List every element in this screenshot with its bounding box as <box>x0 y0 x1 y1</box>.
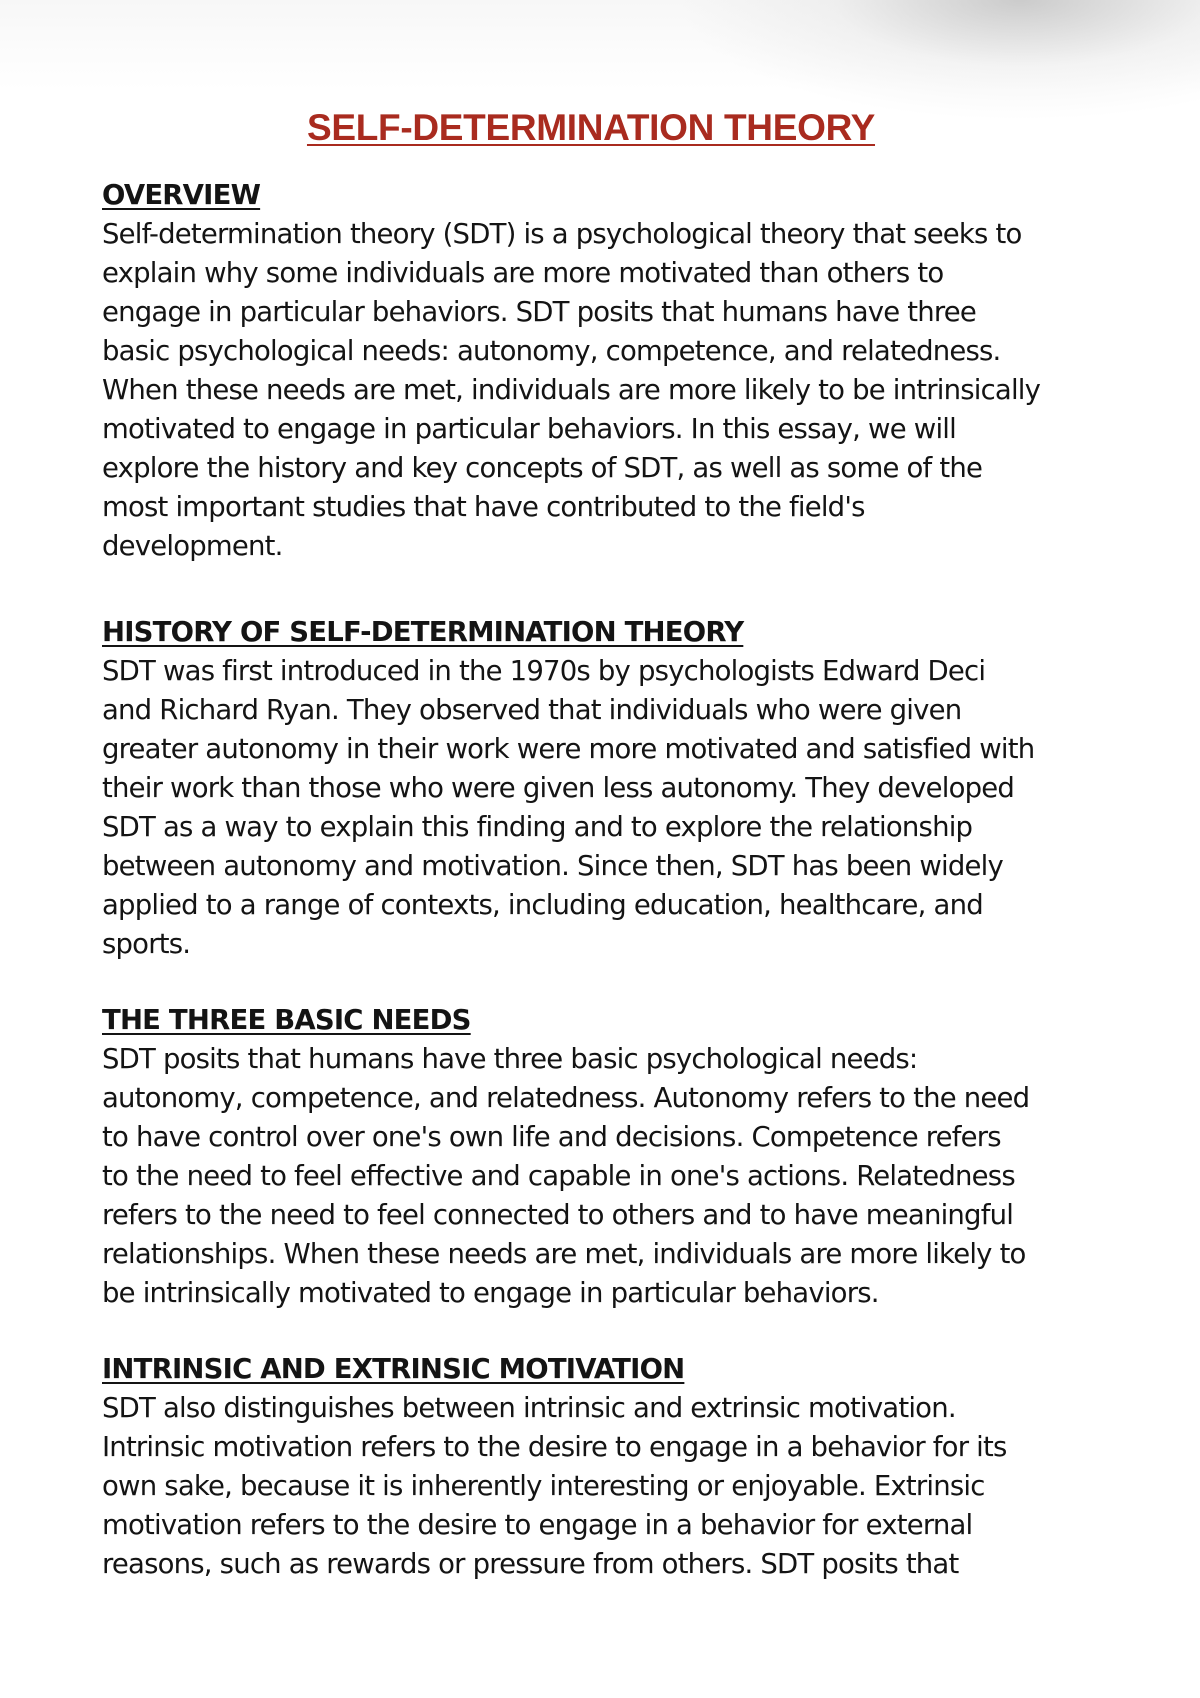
section-intrinsic-extrinsic <box>102 1350 1102 1584</box>
paragraph-line: reasons, such as rewards or pressure from others. SDT posits that <box>102 1548 959 1580</box>
paragraph-line: SDT also distinguishes between intrinsic and extrinsic motivation. <box>102 1392 956 1424</box>
paragraph-line: explain why some individuals are more motivated than others to <box>102 257 944 289</box>
paragraph-line: explore the history and key concepts of SDT, as well as some of the <box>102 452 983 484</box>
section-heading: HISTORY OF SELF-DETERMINATION THEORY <box>102 616 744 648</box>
paragraph-line: When these needs are met, individuals are more likely to be intrinsically <box>102 374 1041 406</box>
section-three-basic-needs <box>102 1001 1102 1313</box>
paragraph-line: SDT was first introduced in the 1970s by psychologists Edward Deci <box>102 655 986 687</box>
document-title: SELF-DETERMINATION THEORY <box>306 107 876 148</box>
paragraph-line: engage in particular behaviors. SDT posits that humans have three <box>102 296 977 328</box>
paragraph-line: Intrinsic motivation refers to the desire to engage in a behavior for its <box>102 1431 1007 1463</box>
paragraph-line: applied to a range of contexts, including education, healthcare, and <box>102 889 983 921</box>
paragraph-line: basic psychological needs: autonomy, competence, and relatedness. <box>102 335 1001 367</box>
paragraph-line: own sake, because it is inherently interesting or enjoyable. Extrinsic <box>102 1470 985 1502</box>
paragraph-line: refers to the need to feel connected to others and to have meaningful <box>102 1199 1014 1231</box>
paragraph-line: sports. <box>102 928 191 960</box>
paragraph-line: SDT posits that humans have three basic psychological needs: <box>102 1043 918 1075</box>
paragraph-line: motivation refers to the desire to engage in a behavior for external <box>102 1509 973 1541</box>
paragraph-line: SDT as a way to explain this finding and to explore the relationship <box>102 811 973 843</box>
section-heading: THE THREE BASIC NEEDS <box>102 1004 471 1036</box>
paragraph-line: to the need to feel effective and capable in one's actions. Relatedness <box>102 1160 1015 1192</box>
paragraph-line: Self-determination theory (SDT) is a psychological theory that seeks to <box>102 218 1022 250</box>
paragraph-line: autonomy, competence, and relatedness. Autonomy refers to the need <box>102 1082 1030 1114</box>
section-history <box>102 613 1102 964</box>
paragraph-line: motivated to engage in particular behaviors. In this essay, we will <box>102 413 956 445</box>
paragraph-line: most important studies that have contributed to the field's <box>102 491 865 523</box>
paragraph-line: development. <box>102 530 283 562</box>
paragraph-line: their work than those who were given less autonomy. They developed <box>102 772 1015 804</box>
section-overview <box>102 176 1102 566</box>
paragraph-line: greater autonomy in their work were more motivated and satisfied with <box>102 733 1035 765</box>
section-heading: OVERVIEW <box>102 179 261 211</box>
section-heading: INTRINSIC AND EXTRINSIC MOTIVATION <box>102 1353 685 1385</box>
paragraph-line: to have control over one's own life and decisions. Competence refers <box>102 1121 1001 1153</box>
paragraph-line: be intrinsically motivated to engage in particular behaviors. <box>102 1277 879 1309</box>
paragraph-line: between autonomy and motivation. Since then, SDT has been widely <box>102 850 1003 882</box>
paragraph-line: and Richard Ryan. They observed that individuals who were given <box>102 694 962 726</box>
paragraph-line: relationships. When these needs are met, individuals are more likely to <box>102 1238 1026 1270</box>
